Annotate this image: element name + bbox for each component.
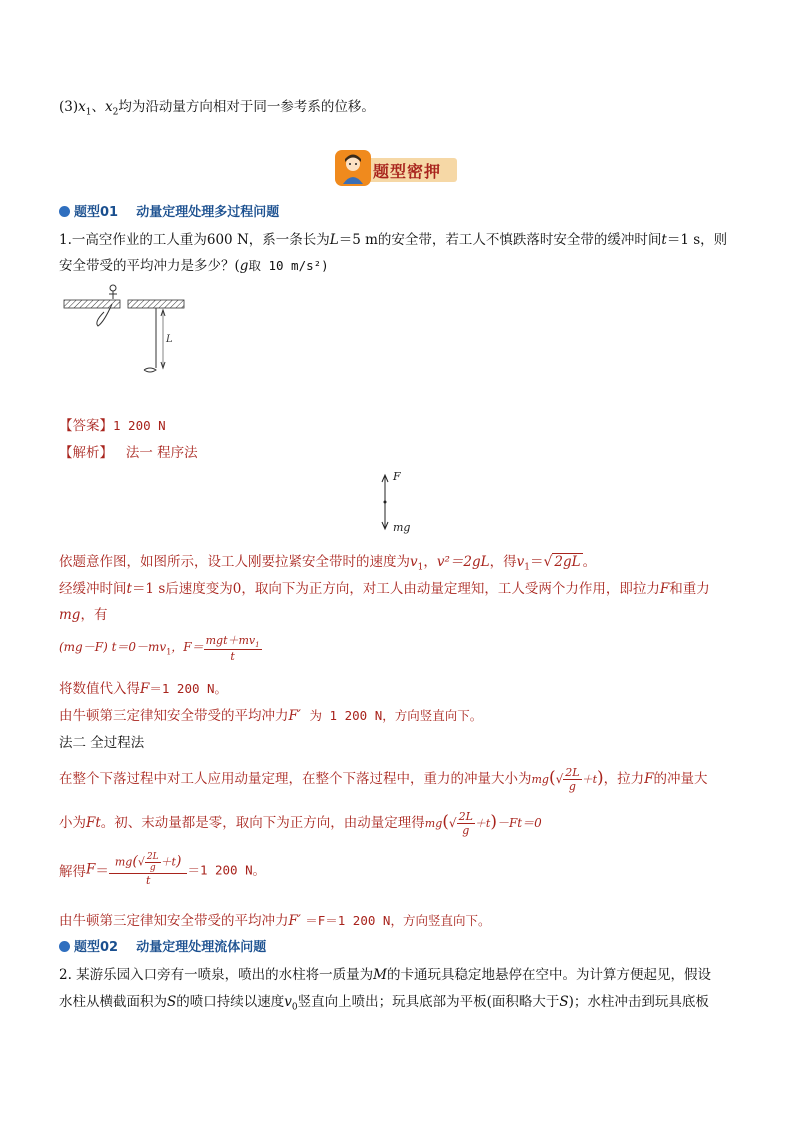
sol-l6: 由牛顿第三定律知安全带受的平均冲力	[59, 708, 289, 724]
length-label: L	[166, 334, 173, 345]
location-pin-icon	[59, 206, 70, 217]
sol-l11F: F′	[288, 913, 301, 929]
type01-tag: 题型01	[74, 205, 119, 220]
sol-l10-fraction: mg(√ $\frac{2L}{g}$ ＋t) t	[109, 852, 188, 887]
sol-v1: v	[410, 554, 418, 570]
sol-l5: 将数值代入得	[59, 681, 140, 697]
sol-l8-num: 2L	[565, 766, 580, 779]
location-pin-icon	[59, 941, 70, 952]
q1-L: L	[329, 232, 339, 248]
sol-l10-inner-num: 2L	[146, 852, 159, 862]
q1-line1	[59, 228, 727, 248]
q2-line1a: 2. 某游乐园入口旁有一喷泉，喷出的水柱将一质量为	[59, 967, 374, 983]
answer-value: 1 200 N	[113, 418, 166, 433]
sol-l1a: 依题意作图，如图所示，设工人刚要拉紧安全带时的速度为	[59, 554, 410, 570]
analysis-line	[59, 441, 198, 461]
sol-l9-den: g	[462, 824, 470, 837]
x1-symbol: x	[78, 99, 86, 115]
sol-line2	[59, 577, 710, 597]
answer-line	[59, 414, 166, 434]
sol-l9mg: mg	[424, 817, 443, 830]
note-3-prefix: (3)	[59, 99, 79, 115]
sol-l8F: F	[644, 771, 654, 787]
answer-tag: 【答案】	[59, 418, 113, 434]
sol-l8mg: mg	[531, 773, 549, 786]
note-3-text: 均为沿动量方向相对于同一参考系的位移。	[118, 99, 375, 115]
type01-title: 动量定理处理多过程问题	[136, 205, 280, 220]
q1-line2-a: 安全带受的平均冲力是多少？(	[59, 258, 240, 274]
sol-l8a: 在整个下落过程中对工人应用动量定理，在整个下落过程中，重力的冲量大小为	[59, 771, 532, 787]
sol-line5	[59, 677, 227, 697]
sol-line11	[59, 909, 490, 929]
sol-l8-plus-t: ＋t	[581, 773, 598, 786]
x1-subscript: 1	[85, 107, 92, 118]
type01-heading	[59, 201, 279, 220]
sol-l10-den: t	[145, 874, 151, 887]
sol-mg: mg	[59, 607, 81, 623]
sol-eq1: (mg－F) t＝0－mv	[59, 640, 167, 655]
sol-l9b: 。初、末动量都是零，取向下为正方向，由动量定理得	[100, 815, 425, 831]
method2-title	[59, 731, 144, 751]
sol-line6	[59, 704, 482, 724]
sol-l6b: 为 1 200 N，方向竖直向下。	[309, 708, 483, 723]
sol-line1: 依题意作图，如图所示，设工人刚要拉紧安全带时的速度为$v_1$，v²＝2gL，得$v_1=√$ 2gL 。	[59, 554, 597, 573]
sol-l10F: F	[86, 861, 96, 878]
separator: 、	[91, 99, 105, 115]
sol-eq1b: ，F＝	[171, 640, 204, 655]
type02-title: 动量定理处理流体问题	[136, 940, 267, 955]
q1-line2	[59, 254, 329, 274]
sol-l2b: ＝1 s后速度变为0，取向下为正方向，对工人由动量定理知，工人受两个力作用，即拉力	[131, 581, 660, 597]
sol-eq1: (mg－F) $t=0-mv_1$，F＝ $\frac{mgt+mv_1}{t}$	[59, 634, 260, 664]
x2-subscript: 2	[112, 107, 119, 118]
sol-t: t	[126, 581, 132, 597]
sol-l2c: 和重力	[669, 581, 710, 597]
x2-symbol: x	[104, 99, 113, 115]
q2-S: S	[167, 994, 177, 1010]
sol-l2a: 经缓冲时间	[59, 581, 127, 597]
q1-line1-b: ＝5 m的安全带，若工人不慎跌落时安全带的缓冲时间	[338, 232, 662, 248]
q1-g: g	[239, 258, 249, 274]
sol-l1c: ，得	[489, 554, 517, 570]
note-3-line	[59, 95, 375, 118]
force-diagram	[378, 466, 428, 538]
sol-F: F	[659, 581, 670, 597]
sol-l8-den: g	[568, 780, 576, 793]
q2-line1b: 的卡通玩具稳定地悬停在空中。为计算方便起见，假设	[387, 967, 711, 983]
analysis-tag: 【解析】	[59, 445, 113, 461]
sol-line10	[59, 852, 265, 887]
q2-line2d: )；水柱冲击到玩具底板	[568, 994, 709, 1010]
q2-v0: v	[284, 994, 292, 1010]
sol-eq1-den: t	[230, 650, 235, 664]
q2-S2: S	[559, 994, 569, 1010]
sol-l10a: 解得	[59, 863, 86, 880]
sol-l10-inner-den: g	[149, 863, 156, 873]
q2-line2c: 竖直向上喷出；玩具底部为平板(面积略大于	[297, 994, 560, 1010]
sol-l8b: ，拉力	[603, 771, 645, 787]
method2-text: 法二 全过程法	[59, 735, 145, 751]
q2-line2a: 水柱从横截面积为	[59, 994, 167, 1010]
sol-v2eq: v²＝2	[436, 554, 473, 570]
q1-line2-b: 取 10 m/s²)	[248, 258, 329, 273]
sol-line3	[59, 603, 107, 623]
force-mg-label: mg	[393, 521, 411, 534]
sol-line8: 在整个下落过程中对工人应用动量定理，在整个下落过程中，重力的冲量大小为mg(√ $\frac{2L}{g}$ ＋t)，拉力F的冲量大	[59, 766, 708, 793]
sol-l8c: 的冲量大	[653, 771, 708, 787]
q2-line1	[59, 963, 711, 983]
sol-l10-mg: mg	[114, 855, 133, 869]
sol-l5F: F	[140, 681, 150, 697]
method1-title: 法一 程序法	[125, 445, 198, 461]
sol-l9-fraction	[457, 810, 475, 837]
badge-label: 题型密押	[373, 162, 442, 181]
q2-M: M	[373, 967, 387, 983]
sol-l10eq: ＝	[95, 863, 109, 880]
worker-fall-diagram	[60, 282, 190, 377]
sol-l10b: ＝1 200 N。	[187, 862, 266, 878]
q1-line1-c: ＝1 s，则	[666, 232, 728, 248]
sol-sqrt-2gL: 2gL	[554, 554, 581, 570]
q2-line2: 水柱从横截面积为S的喷口持续以速度$v_0$竖直向上喷出；玩具底部为平板(面积略大于S)；水柱冲击到玩具底板	[59, 994, 709, 1013]
sol-l1b: ，	[423, 554, 437, 570]
sol-line9: 小为Ft。初、末动量都是零，取向下为正方向，由动量定理得mg(√ $\frac{2L}{g}$ ＋t)－Ft＝0	[59, 810, 542, 837]
sol-eq1-fraction: $\frac{mgt+mv_1}{t}$	[205, 634, 260, 664]
sol-l9Ft: Ft	[86, 815, 101, 831]
sol-l5b: ＝1 200 N。	[149, 681, 228, 696]
sol-eq1-num: mgt＋mv	[205, 634, 256, 647]
q2-line2b: 的喷口持续以速度	[176, 994, 285, 1010]
sol-l6F: F′	[288, 708, 301, 724]
sol-gL: gL	[472, 554, 490, 570]
sol-l9a: 小为	[59, 815, 86, 831]
q1-t: t	[661, 232, 667, 248]
sol-l9-num: 2L	[458, 810, 473, 823]
sol-l9-plus-t: ＋t	[474, 817, 491, 830]
sol-l10-plus-t: ＋t	[160, 855, 176, 869]
sol-l11: 由牛顿第三定律知安全带受的平均冲力	[59, 913, 289, 929]
section-badge	[335, 150, 459, 186]
type02-heading	[59, 936, 266, 955]
sol-l11b: ＝F＝1 200 N，方向竖直向下。	[305, 913, 491, 928]
teacher-avatar-icon	[335, 150, 371, 186]
type02-tag: 题型02	[74, 940, 119, 955]
sol-l3b: ，有	[80, 607, 108, 623]
sol-l9c: －Ft＝0	[496, 816, 542, 830]
sol-v1eq: v	[516, 554, 525, 570]
sol-l8-fraction	[563, 766, 581, 793]
q1-line1-a: 1.一高空作业的工人重为600 N，系一条长为	[59, 232, 330, 248]
force-F-label: F	[393, 470, 401, 483]
